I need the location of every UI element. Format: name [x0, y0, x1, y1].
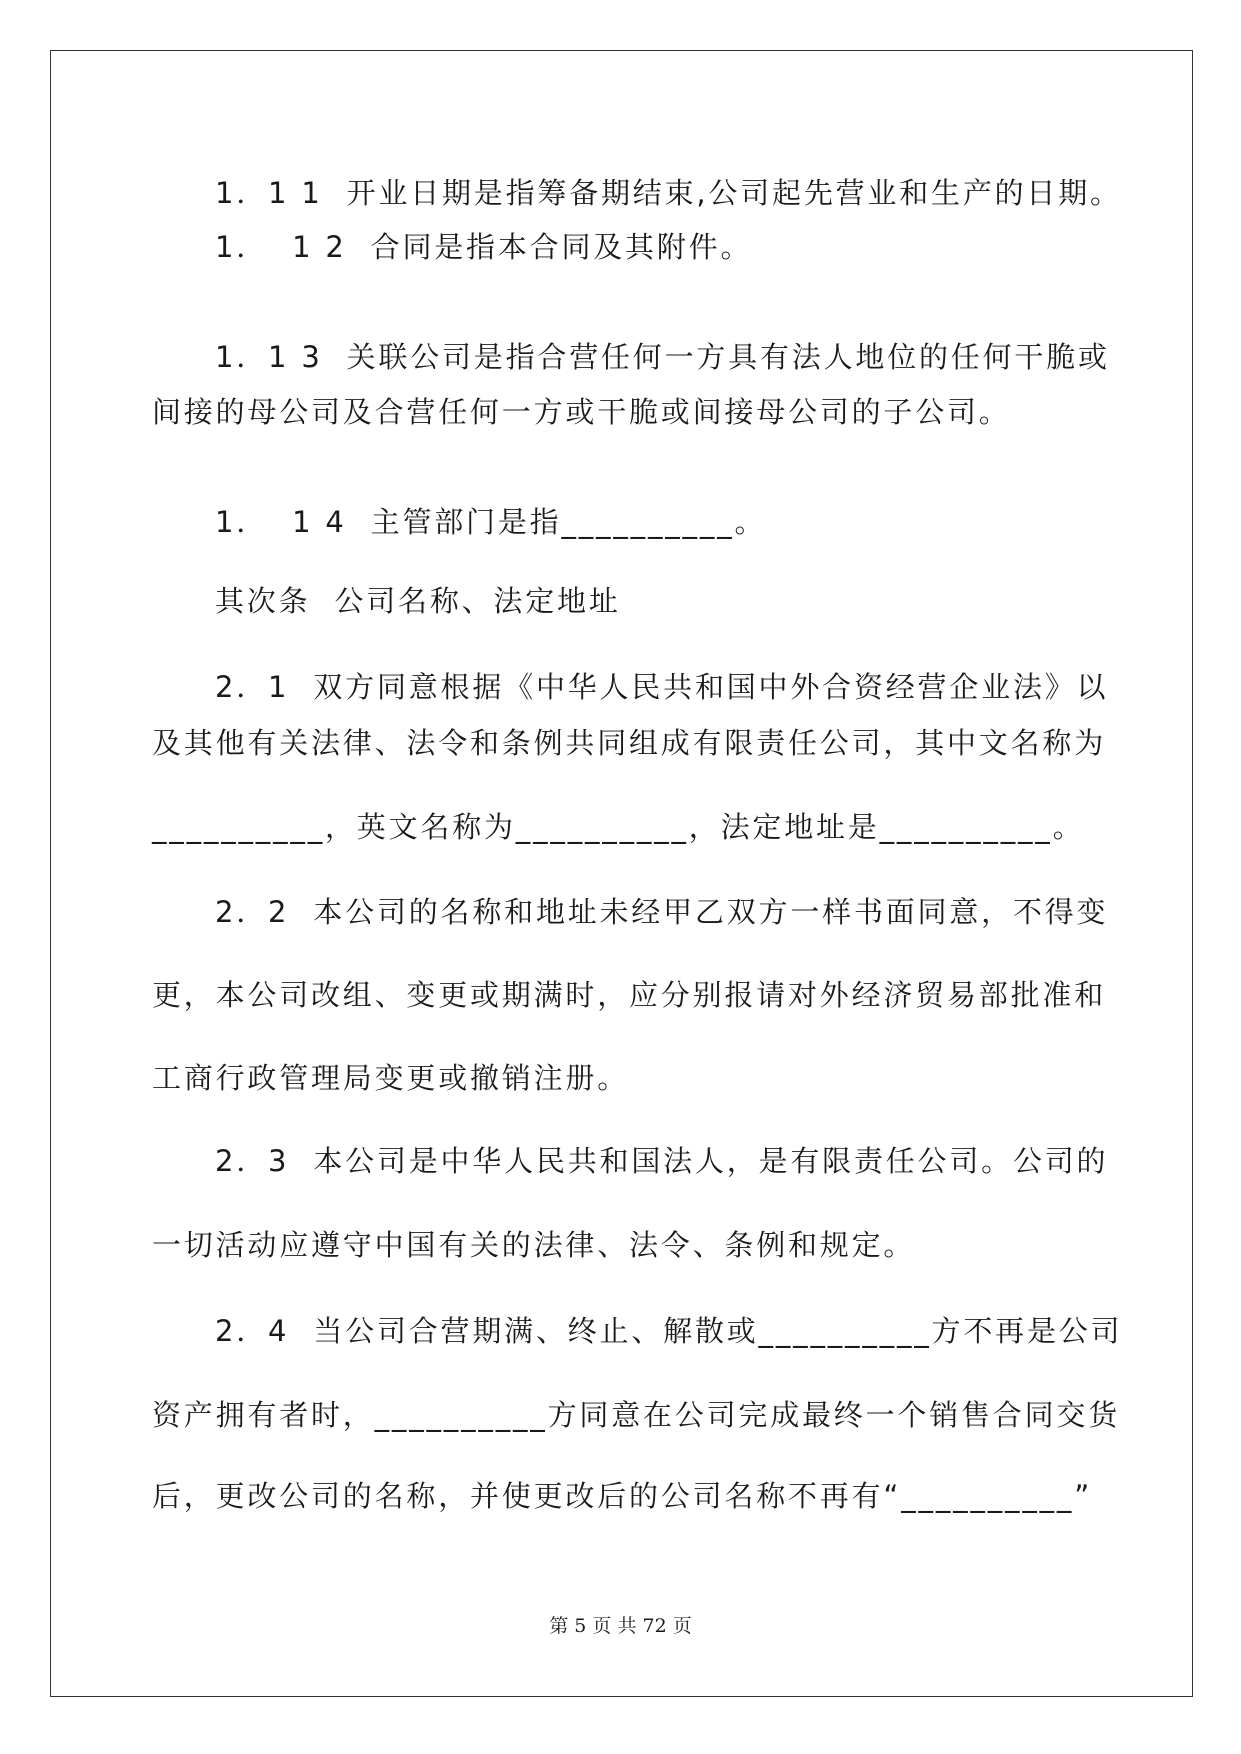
paragraph-2-1-cont-1: 及其他有关法律、法令和条例共同组成有限责任公司，其中文名称为	[152, 726, 1107, 760]
paragraph-2-4-cont-2: 后，更改公司的名称，并使更改后的公司名称不再有“__________”	[152, 1479, 1093, 1513]
page-border	[50, 50, 1193, 1697]
page-number-footer: 第 5 页 共 72 页	[549, 1615, 692, 1637]
paragraph-2-1: 2．1 双方同意根据《中华人民共和国中外合资经营企业法》以	[215, 670, 1109, 704]
paragraph-2-4-cont-1: 资产拥有者时，__________方同意在公司完成最终一个销售合同交货	[152, 1398, 1121, 1432]
paragraph-2-2-cont-1: 更，本公司改组、变更或期满时，应分别报请对外经济贸易部批准和	[152, 978, 1107, 1012]
section-heading-2: 其次条 公司名称、法定地址	[215, 584, 621, 618]
paragraph-2-3-cont: 一切活动应遵守中国有关的法律、法令、条例和规定。	[152, 1228, 916, 1262]
paragraph-2-2-cont-2: 工商行政管理局变更或撤销注册。	[152, 1061, 630, 1095]
paragraph-2-3: 2．3 本公司是中华人民共和国法人，是有限责任公司。公司的	[215, 1144, 1109, 1178]
paragraph-2-4: 2．4 当公司合营期满、终止、解散或__________方不再是公司	[215, 1314, 1123, 1348]
paragraph-2-1-cont-2: __________，英文名称为__________，法定地址是__________。	[152, 810, 1085, 844]
paragraph-1-11: 1．1 1 开业日期是指筹备期结束,公司起先营业和生产的日期。	[215, 176, 1122, 210]
paragraph-1-13: 1．1 3 关联公司是指合营任何一方具有法人地位的任何干脆或	[215, 340, 1110, 374]
paragraph-1-12: 1． 1 2 合同是指本合同及其附件。	[215, 230, 753, 264]
paragraph-2-2: 2．2 本公司的名称和地址未经甲乙双方一样书面同意，不得变	[215, 895, 1109, 929]
paragraph-1-13-cont: 间接的母公司及合营任何一方或干脆或间接母公司的子公司。	[152, 395, 1011, 429]
paragraph-1-14: 1． 1 4 主管部门是指__________。	[215, 505, 767, 539]
